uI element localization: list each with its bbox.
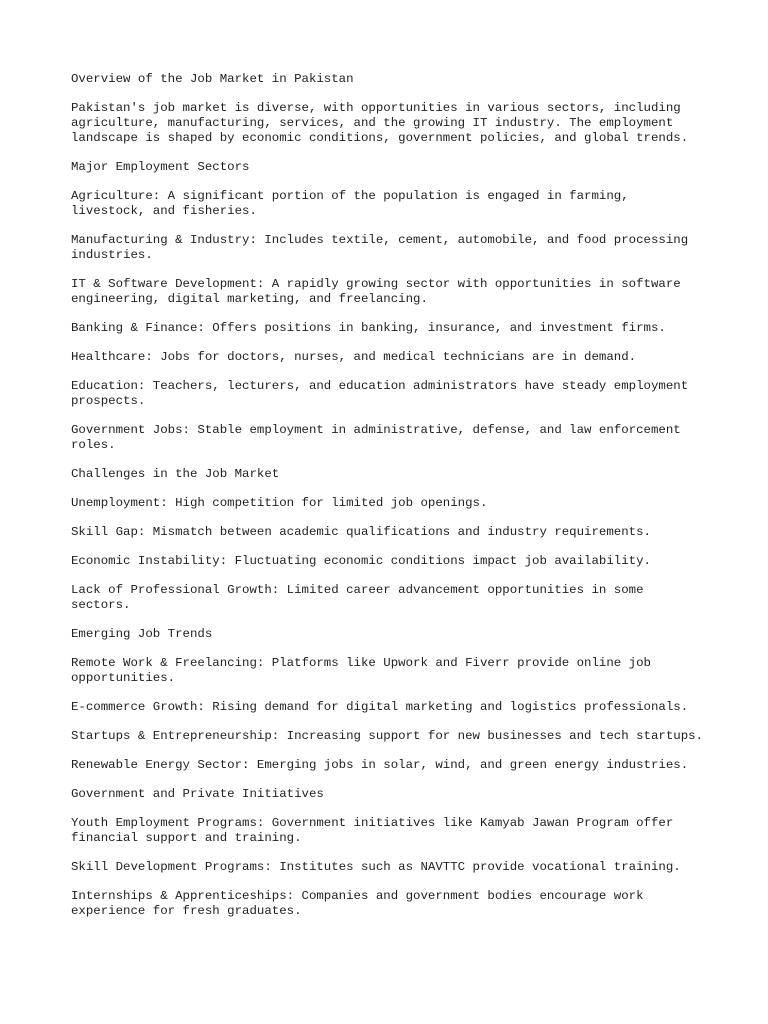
list-item: IT & Software Development: A rapidly growing sector with opportunities in software engineering, digital marketing, and freelancing. (71, 277, 681, 306)
list-item: Education: Teachers, lecturers, and education administrators have steady employment prospects. (71, 379, 689, 408)
section-heading: Government and Private Initiatives (71, 787, 324, 801)
list-item: E-commerce Growth: Rising demand for digital marketing and logistics professionals. (71, 700, 689, 714)
list-item: Startups & Entrepreneurship: Increasing support for new businesses and tech startups. (71, 729, 704, 743)
section-heading: Major Employment Sectors (71, 160, 250, 174)
list-item: Internships & Apprenticeships: Companies and government bodies encourage work experience for fresh graduates. (71, 889, 644, 918)
list-item: Government Jobs: Stable employment in administrative, defense, and law enforcement roles. (71, 423, 681, 452)
list-item: Economic Instability: Fluctuating economic conditions impact job availability. (71, 554, 651, 568)
list-item: Skill Gap: Mismatch between academic qualifications and industry requirements. (71, 525, 651, 539)
section-heading: Challenges in the Job Market (71, 467, 280, 481)
paragraph: Pakistan's job market is diverse, with opportunities in various sectors, including agriculture, manufacturing, services, and the growing IT industry. The employment landscape is shaped by economic conditions, government policies, and global trends. (71, 101, 689, 145)
section-heading: Overview of the Job Market in Pakistan (71, 72, 354, 86)
list-item: Unemployment: High competition for limited job openings. (71, 496, 488, 510)
list-item: Agriculture: A significant portion of the population is engaged in farming, livestock, and fisheries. (71, 189, 629, 218)
list-item: Renewable Energy Sector: Emerging jobs in solar, wind, and green energy industries. (71, 758, 689, 772)
list-item: Healthcare: Jobs for doctors, nurses, and medical technicians are in demand. (71, 350, 637, 364)
list-item: Remote Work & Freelancing: Platforms like Upwork and Fiverr provide online job opportunities. (71, 656, 651, 685)
list-item: Youth Employment Programs: Government initiatives like Kamyab Jawan Program offer financial support and training. (71, 816, 674, 845)
list-item: Lack of Professional Growth: Limited career advancement opportunities in some sectors. (71, 583, 644, 612)
list-item: Skill Development Programs: Institutes such as NAVTTC provide vocational training. (71, 860, 681, 874)
section-heading: Emerging Job Trends (71, 627, 213, 641)
list-item: Manufacturing & Industry: Includes textile, cement, automobile, and food processing industries. (71, 233, 689, 262)
list-item: Banking & Finance: Offers positions in banking, insurance, and investment firms. (71, 321, 666, 335)
